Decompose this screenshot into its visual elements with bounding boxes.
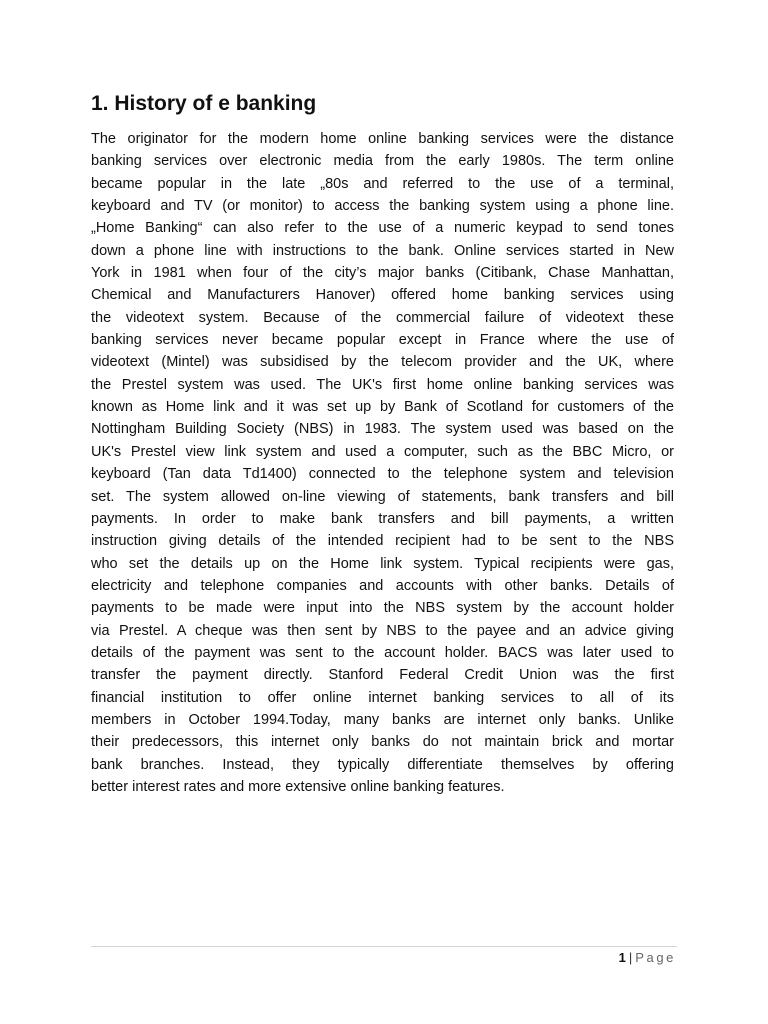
paragraph-line: banking services never became popular except in France where the use of [91, 332, 674, 349]
paragraph-line: who set the details up on the Home link system. Typical recipients were gas, [91, 555, 674, 572]
paragraph-line: set. The system allowed on-line viewing of statements, bank transfers and bill [91, 488, 674, 505]
paragraph-line: down a phone line with instructions to the bank. Online services started in New [91, 242, 674, 259]
paragraph-line: Chemical and Manufacturers Hanover) offered home banking services using [91, 287, 674, 304]
paragraph-line: the Prestel system was used. The UK's first home online banking services was [91, 376, 674, 393]
body-paragraph [91, 128, 674, 798]
paragraph-line: Nottingham Building Society (NBS) in 1983. The system used was based on the [91, 421, 674, 438]
page-label: Page [635, 950, 676, 965]
paragraph-line: instruction giving details of the intended recipient had to be sent to the NBS [91, 533, 674, 550]
footer-separator: | [628, 950, 633, 965]
page-number: 1 [618, 950, 626, 965]
paragraph-line: UK's Prestel view link system and used a computer, such as the BBC Micro, or [91, 443, 674, 460]
paragraph-line: via Prestel. A cheque was then sent by NBS to the payee and an advice giving [91, 622, 674, 639]
paragraph-line: The originator for the modern home online banking services were the distance [91, 131, 674, 147]
paragraph-line: became popular in the late „80s and referred to the use of a terminal, [91, 175, 674, 192]
paragraph-line: payments. In order to make bank transfers and bill payments, a written [91, 510, 674, 527]
paragraph-line: members in October 1994.Today, many banks are internet only banks. Unlike [91, 711, 674, 728]
paragraph-line: financial institution to offer online internet banking services to all of its [91, 689, 674, 706]
paragraph-line: York in 1981 when four of the city’s major banks (Citibank, Chase Manhattan, [91, 265, 674, 282]
paragraph-line: keyboard (Tan data Td1400) connected to the telephone system and television [91, 466, 674, 483]
page-footer [619, 948, 676, 968]
paragraph-line: payments to be made were input into the NBS system by the account holder [91, 600, 674, 617]
section-heading: 1. History of e banking [91, 92, 317, 115]
paragraph-line: transfer the payment directly. Stanford Federal Credit Union was the first [91, 667, 674, 684]
paragraph-line: known as Home link and it was set up by Bank of Scotland for customers of the [91, 399, 674, 416]
paragraph-line: banking services over electronic media from the early 1980s. The term online [91, 153, 674, 170]
paragraph-line: details of the payment was sent to the account holder. BACS was later used to [91, 644, 674, 661]
paragraph-line: better interest rates and more extensive online banking features. [91, 778, 505, 795]
paragraph-line: bank branches. Instead, they typically differentiate themselves by offering [91, 756, 674, 773]
footer-divider [91, 946, 677, 947]
paragraph-line: their predecessors, this internet only banks do not maintain brick and mortar [91, 734, 674, 751]
paragraph-line: keyboard and TV (or monitor) to access the banking system using a phone line. [91, 198, 674, 215]
paragraph-line: electricity and telephone companies and accounts with other banks. Details of [91, 577, 674, 594]
paragraph-line: the videotext system. Because of the commercial failure of videotext these [91, 309, 674, 326]
paragraph-line: videotext (Mintel) was subsidised by the telecom provider and the UK, where [91, 354, 674, 371]
paragraph-line: „Home Banking“ can also refer to the use of a numeric keypad to send tones [91, 220, 674, 237]
